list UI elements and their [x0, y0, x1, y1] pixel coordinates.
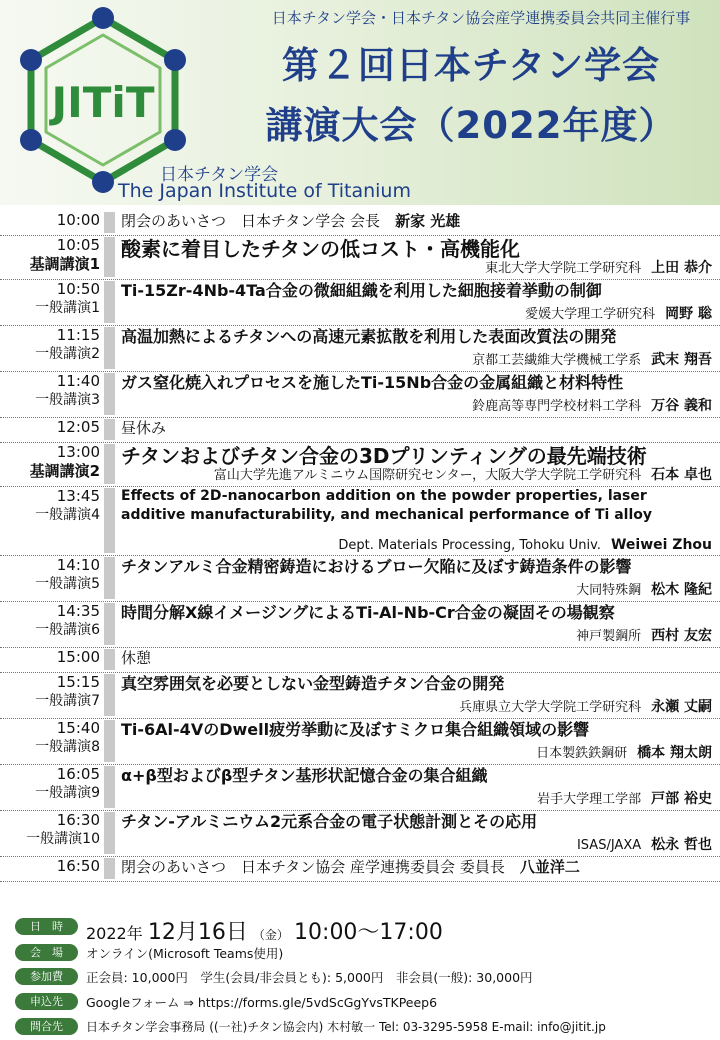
session-label [0, 442, 100, 480]
program-row [0, 856, 720, 882]
session-type: 一般講演3 [35, 392, 100, 408]
header-banner [0, 0, 720, 205]
talk-title: チタンおよびチタン合金の3Dプリンティングの最先端技術 [121, 444, 647, 468]
row-marker [104, 281, 115, 323]
info-apply-label: 申込先 [15, 993, 78, 1010]
session-label [0, 810, 100, 848]
speaker-affiliation: 神戸製鋼所 [576, 629, 642, 644]
row-marker [104, 444, 115, 484]
session-label [0, 235, 100, 273]
session-time: 12:05 [56, 418, 100, 436]
break-title: 休憩 [121, 649, 152, 667]
break-title: 昼休み [121, 419, 167, 437]
session-time: 10:05 [56, 236, 100, 254]
session-type: 一般講演5 [35, 576, 100, 592]
speaker-info [214, 464, 712, 484]
speaker-info [472, 349, 712, 369]
session-label [0, 210, 100, 230]
title-line-2: 講演大会（2022年度） [265, 104, 677, 147]
program-row [0, 210, 720, 236]
program-row [0, 555, 720, 602]
session-type: 基調講演2 [29, 462, 100, 480]
speaker-affiliation: 富山大学先進アルミニウム国際研究センター，大阪大学大学院工学研究科 [213, 468, 642, 483]
speaker-name: Weiwei Zhou [610, 537, 712, 553]
speaker-info [338, 537, 712, 553]
talk-title: 真空雰囲気を必要としない金型鋳造チタン合金の開発 [121, 674, 505, 693]
program-row [0, 764, 720, 811]
session-time: 16:50 [56, 857, 100, 875]
talk-title: チタン-アルミニウム2元系合金の電子状態計測とその応用 [121, 812, 538, 831]
speaker-affiliation: 大同特殊鋼 [576, 583, 642, 598]
speaker-name: 松永 哲也 [651, 837, 712, 853]
session-label [0, 486, 100, 524]
speaker-affiliation: 兵庫県立大学大学院工学研究科 [459, 700, 642, 715]
program-row [0, 601, 720, 648]
talk-title: チタンアルミ合金精密鋳造におけるブロー欠陥に及ぼす鋳造条件の影響 [121, 557, 632, 576]
info-date-label: 日 時 [15, 918, 78, 935]
program-row [0, 279, 720, 326]
session-label [0, 718, 100, 756]
row-marker [104, 327, 115, 369]
talk-title: Ti-6Al-4VのDwell疲労挙動に及ぼすミクロ集合組織領域の影響 [121, 720, 590, 739]
speaker-affiliation: 岩手大学理工学部 [537, 792, 642, 807]
speaker-info [459, 696, 712, 716]
program-row [0, 325, 720, 372]
session-label [0, 417, 100, 437]
session-time: 10:50 [56, 280, 100, 298]
talk-title: α+β型およびβ型チタン基形状記憶合金の集合組織 [121, 766, 488, 785]
date-hours: 10:00～17:00 [294, 920, 443, 945]
info-apply-value[interactable]: Googleフォーム ⇒ https://forms.gle/5vdScGgYvsTKPeep6 [86, 995, 438, 1010]
speaker-name: 岡野 聡 [665, 306, 712, 322]
session-label [0, 371, 100, 409]
greeting-role: 日本チタン学会 会長 [241, 212, 381, 230]
society-name-jp: 日本チタン学会 [160, 165, 279, 185]
speaker-info [485, 257, 712, 277]
speaker-name: 上田 恭介 [651, 260, 712, 276]
program-row [0, 371, 720, 418]
session-type: 一般講演8 [35, 739, 100, 755]
info-date-row [0, 913, 720, 945]
talk-title: ガス窒化焼入れプロセスを施したTi-15Nb合金の金属組織と材料特性 [121, 373, 624, 392]
info-venue-row [0, 942, 720, 964]
row-marker [104, 649, 115, 670]
speaker-name: 武末 翔吾 [651, 352, 712, 368]
row-marker [104, 603, 115, 645]
speaker-info [536, 742, 712, 762]
talk-title: Effects of 2D-nanocarbon addition on the powder properties, laser additive manufacturability, and mechanical performance of Ti alloy [121, 488, 653, 523]
session-label [0, 601, 100, 639]
session-label [0, 279, 100, 317]
greeting-role: 日本チタン協会 産学連携委員会 委員長 [241, 858, 505, 876]
session-label [0, 672, 100, 710]
row-marker [104, 237, 115, 277]
speaker-name: 西村 友宏 [651, 628, 712, 644]
info-contact-label: 問合先 [15, 1018, 78, 1035]
speaker-affiliation: 京都工芸繊維大学機械工学系 [472, 353, 642, 368]
row-marker [104, 488, 115, 553]
speaker-affiliation: 愛媛大学理工学研究科 [525, 307, 656, 322]
speaker-name: 石本 卓也 [651, 467, 712, 483]
organizer-line: 日本チタン学会・日本チタン協会産学連携委員会共同主催行事 [271, 9, 691, 27]
speaker-affiliation: ISAS/JAXA [576, 838, 642, 853]
greeting-title: 閉会のあいさつ [121, 212, 227, 230]
speaker-name: 橋本 翔太朗 [637, 745, 712, 761]
session-type: 一般講演6 [35, 622, 100, 638]
speaker-affiliation: 東北大学大学院工学研究科 [485, 261, 642, 276]
session-time: 15:40 [56, 719, 100, 737]
session-time: 10:00 [56, 211, 100, 229]
speaker-affiliation: 鈴鹿高等専門学校材料工学科 [472, 399, 642, 414]
session-type: 一般講演4 [35, 507, 100, 523]
row-marker [104, 812, 115, 854]
info-fee-row [0, 966, 720, 988]
speaker-info [537, 788, 712, 808]
greeting-text [121, 857, 714, 878]
row-marker [104, 557, 115, 599]
program-row [0, 442, 720, 487]
talk-title: 時間分解X線イメージングによるTi-Al-Nb-Cr合金の凝固その場観察 [121, 603, 615, 622]
session-time: 13:00 [56, 443, 100, 461]
info-fee-label: 参加費 [15, 968, 78, 985]
session-label [0, 325, 100, 363]
speaker-info [577, 834, 712, 854]
row-marker [104, 720, 115, 762]
date-weekday: （金） [252, 928, 289, 942]
row-marker [104, 373, 115, 415]
session-time: 15:00 [56, 648, 100, 666]
talk-title: 高温加熱によるチタンへの高速元素拡散を利用した表面改質法の開発 [121, 327, 617, 346]
info-apply-row [0, 991, 720, 1013]
session-type: 一般講演7 [35, 693, 100, 709]
program-row [0, 810, 720, 857]
session-time: 14:35 [56, 602, 100, 620]
session-type: 一般講演10 [26, 831, 100, 847]
session-time: 14:10 [56, 556, 100, 574]
session-label [0, 764, 100, 802]
session-time: 15:15 [56, 673, 100, 691]
speaker-info [525, 303, 712, 323]
session-label [0, 647, 100, 667]
program-row [0, 718, 720, 765]
program-row [0, 486, 720, 556]
session-time: 11:40 [56, 372, 100, 390]
info-fee-value: 正会員: 10,000円 学生(会員/非会員とも): 5,000円 非会員(一般): 30,000円 [86, 970, 533, 985]
session-label [0, 555, 100, 593]
logo-text: JITiT [51, 78, 155, 127]
speaker-info [472, 395, 712, 415]
speaker-affiliation: 日本製鉄鉄鋼研 [536, 746, 628, 761]
speaker-name: 永瀬 丈嗣 [651, 699, 712, 715]
session-time: 11:15 [56, 326, 100, 344]
program-row [0, 235, 720, 280]
program-row [0, 672, 720, 719]
session-time: 13:45 [56, 487, 100, 505]
session-type: 一般講演1 [35, 300, 100, 316]
row-marker [104, 674, 115, 716]
greeting-title: 閉会のあいさつ [121, 858, 227, 876]
date-day: 12月16日 [147, 920, 248, 945]
info-venue-value: オンライン(Microsoft Teams使用) [86, 946, 284, 961]
row-marker [104, 212, 115, 233]
info-contact-value: 日本チタン学会事務局 ((一社)チタン協会内) 木村敏一 Tel: 03-3295-5958 E-mail: info@jitit.jp [86, 1020, 606, 1034]
session-label [0, 856, 100, 876]
session-type: 基調講演1 [29, 255, 100, 273]
session-time: 16:30 [56, 811, 100, 829]
title-line-1: 第２回日本チタン学会 [281, 44, 661, 87]
session-time: 16:05 [56, 765, 100, 783]
program-row [0, 647, 720, 673]
speaker-info [576, 625, 712, 645]
greeting-text [121, 211, 714, 232]
info-contact-row [0, 1016, 720, 1038]
society-name-en: The Japan Institute of Titanium [118, 180, 411, 202]
greeting-speaker: 八並洋二 [519, 858, 580, 876]
date-year: 2022年 [86, 924, 143, 943]
talk-title: Ti-15Zr-4Nb-4Ta合金の微細組織を利用した細胞接着挙動の制御 [121, 281, 602, 300]
row-marker [104, 858, 115, 879]
info-venue-label: 会 場 [15, 944, 78, 961]
program-row [0, 417, 720, 443]
session-type: 一般講演2 [35, 346, 100, 362]
session-type: 一般講演9 [35, 785, 100, 801]
speaker-name: 万谷 義和 [651, 398, 712, 414]
speaker-affiliation: Dept. Materials Processing, Tohoku Univ. [338, 538, 601, 553]
greeting-speaker: 新家 光雄 [395, 212, 461, 230]
row-marker [104, 419, 115, 440]
speaker-name: 戸部 裕史 [651, 791, 712, 807]
speaker-name: 松木 隆紀 [651, 582, 712, 598]
speaker-info [576, 579, 712, 599]
row-marker [104, 766, 115, 808]
talk-title: 酸素に着目したチタンの低コスト・高機能化 [121, 237, 520, 261]
